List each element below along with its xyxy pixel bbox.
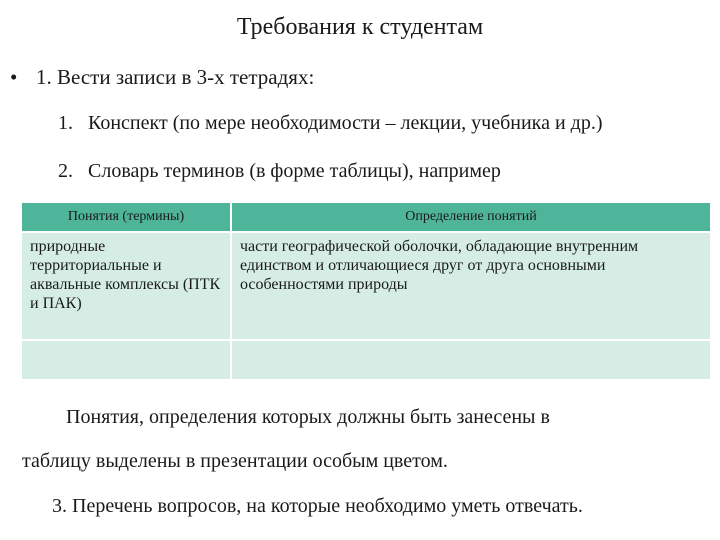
- bullet-dot-icon: •: [10, 65, 18, 89]
- terms-table: [22, 203, 710, 379]
- table-header-row: [22, 203, 710, 232]
- header-definitions: Определение понятий: [231, 203, 710, 232]
- header-terms: Понятия (термины): [22, 203, 231, 232]
- sub-item-text: Словарь терминов (в форме таблицы), например: [88, 160, 501, 182]
- sub-item-1: [58, 112, 603, 135]
- definition-cell: [231, 340, 710, 379]
- sub-item-text: Конспект (по мере необходимости – лекции, учебника и др.): [88, 112, 603, 134]
- table-row: [22, 232, 710, 340]
- term-cell: [22, 340, 231, 379]
- table-row: [22, 340, 710, 379]
- bullet-item: [10, 65, 314, 90]
- list-item-3: 3. Перечень вопросов, на которые необходимо уметь отвечать.: [52, 495, 583, 517]
- note-line-1: Понятия, определения которых должны быть занесены в: [66, 406, 550, 428]
- sub-item-2: [58, 160, 501, 183]
- term-cell: природные территориальные и аквальные комплексы (ПТК и ПАК): [22, 232, 231, 340]
- bullet-text: 1. Вести записи в 3-х тетрадях:: [36, 65, 315, 89]
- note-line-2: таблицу выделены в презентации особым цветом.: [22, 450, 448, 472]
- slide-title: Требования к студентам: [236, 14, 484, 40]
- sub-item-number: 2.: [58, 160, 73, 182]
- sub-item-number: 1.: [58, 112, 73, 134]
- definition-cell: части географической оболочки, обладающие внутренним единством и отличающиеся друг от друга основными особенностями природы: [231, 232, 710, 340]
